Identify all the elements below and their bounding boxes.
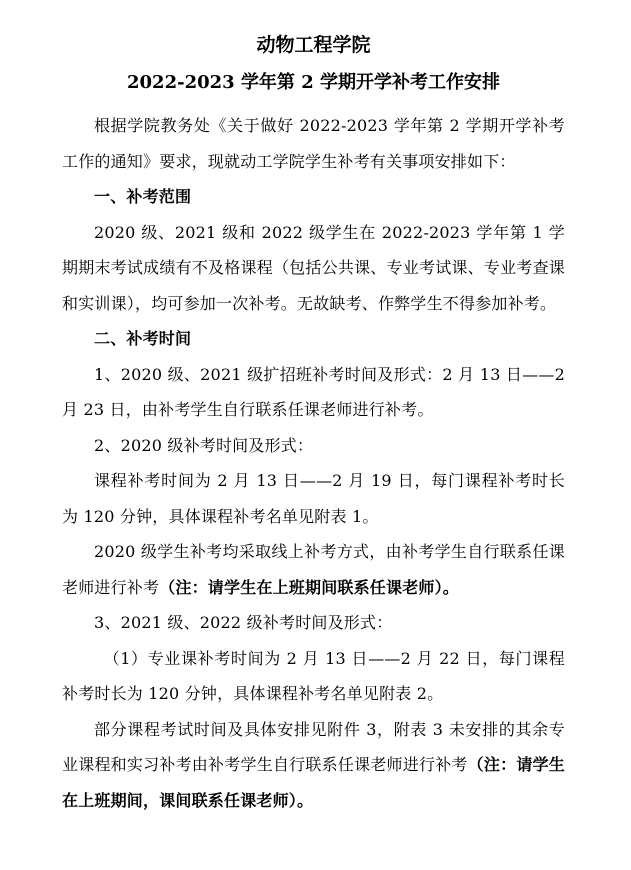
intro-paragraph: 根据学院教务处《关于做好 2022-2023 学年第 2 学期开学补考工作的通知》要求，现就动工学院学生补考有关事项安排如下：	[62, 116, 565, 171]
item3-extra	[62, 712, 565, 819]
item3-heading: 3、2021 级、2022 级补考时间及形式：	[94, 613, 393, 632]
section-heading-time: 二、补考时间	[94, 329, 192, 348]
item2-note-text: 2020 级学生补考均采取线上补考方式，由补考学生自行联系任课老师进行补考	[62, 542, 565, 597]
scope-paragraph: 2020 级、2021 级和 2022 级学生在 2022-2023 学年第 1 学期期末考试成绩有不及格课程（包括公共课、专业考试课、专业考查课和实训课），均可参加一次补考。无故缺考、作弊学生不得参加补考。	[62, 222, 565, 313]
document-title: 动物工程学院	[256, 34, 371, 56]
item1-paragraph: 1、2020 级、2021 级扩招班补考时间及形式：2 月 13 日——2 月 23 日，由补考学生自行联系任课老师进行补考。	[62, 364, 565, 419]
item2-note-bold: （注：请学生在上班期间联系任课老师）。	[159, 577, 460, 597]
document-subtitle: 2022-2023 学年第 2 学期开学补考工作安排	[127, 72, 500, 93]
item2-note	[62, 534, 565, 605]
item3-sub1: （1）专业课补考时间为 2 月 13 日——2 月 22 日，每门课程补考时长为 120 分钟，具体课程补考名单见附表 2。	[62, 648, 565, 703]
item2-heading: 2、2020 级补考时间及形式：	[94, 435, 314, 455]
section-heading-scope: 一、补考范围	[94, 187, 192, 206]
item3-extra-text: 部分课程考试时间及具体安排见附件 3，附表 3 未安排的其余专业课程和实习补考由补考学生自行联系任课老师进行补考	[62, 719, 565, 774]
item2-body: 课程补考时间为 2 月 13 日——2 月 19 日，每门课程补考时长为 120 分钟，具体课程补考名单见附表 1。	[62, 471, 565, 526]
item3-extra-bold: （注：请学生在上班期间，课间联系任课老师）。	[62, 755, 565, 810]
